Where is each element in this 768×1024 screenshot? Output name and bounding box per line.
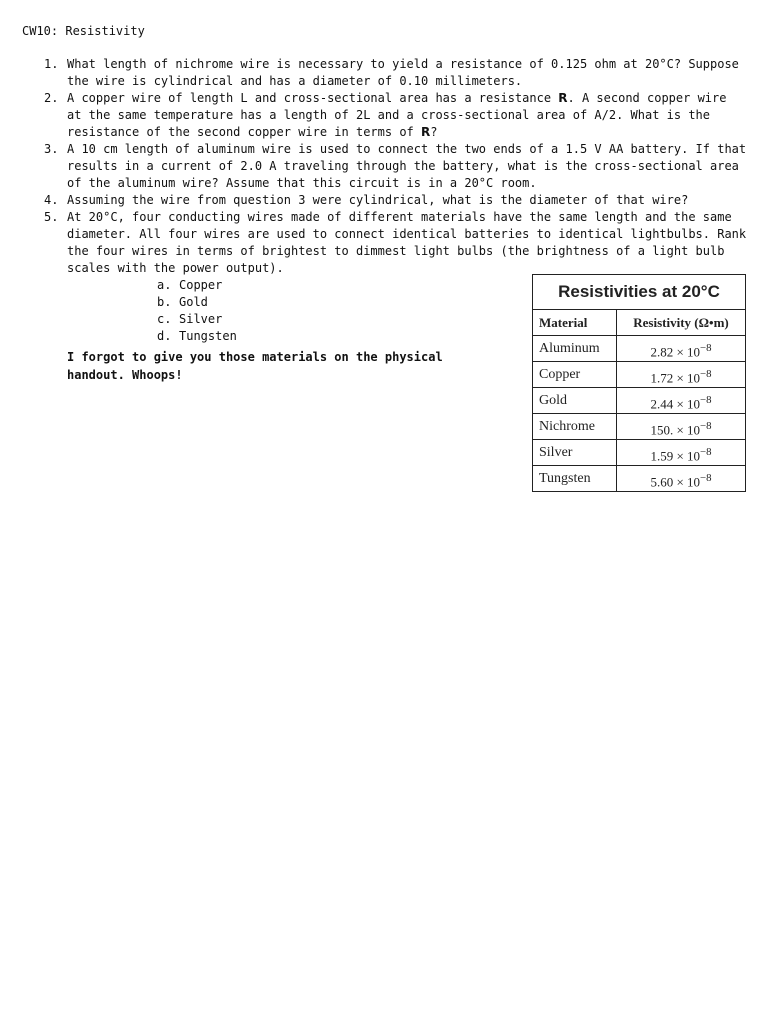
question-item <box>0 56 748 90</box>
resistivity-exponent: −8 <box>700 446 712 458</box>
resistivity-value: 2.82 × 10 <box>650 344 701 360</box>
table-row <box>533 336 745 362</box>
sub-option-text: Gold <box>179 295 208 309</box>
table-row <box>533 414 745 440</box>
resistivity-exponent: −8 <box>700 368 712 380</box>
sub-option-letter: c. <box>157 312 172 326</box>
resistivity-value: 150. × 10 <box>650 422 701 438</box>
resistivity-cell <box>617 336 745 361</box>
material-cell: Silver <box>533 440 617 465</box>
resistivity-value: 5.60 × 10 <box>650 474 701 490</box>
table-title: Resistivities at 20°C <box>533 275 745 310</box>
resistivity-value: 1.59 × 10 <box>650 448 701 464</box>
resistivity-exponent: −8 <box>700 342 712 354</box>
resistivity-cell <box>617 440 745 465</box>
resistivity-value: 2.44 × 10 <box>650 396 701 412</box>
sub-option-letter: b. <box>157 295 172 309</box>
page-title: CW10: Resistivity <box>22 24 145 38</box>
sub-option-text: Tungsten <box>179 329 237 343</box>
question-number: 5. <box>44 210 59 224</box>
question-text-post: ? <box>430 125 438 139</box>
material-cell: Tungsten <box>533 466 617 491</box>
question-text-pre: A copper wire of length L and cross-sectional area has a resistance <box>67 91 559 105</box>
material-cell: Copper <box>533 362 617 387</box>
table-row <box>533 388 745 414</box>
resistivity-cell <box>617 362 745 387</box>
question-number: 1. <box>44 57 59 71</box>
question-text: What length of nichrome wire is necessary to yield a resistance of 0.125 ohm at 20°C? Suppose the wire is cylindrical and has a diameter of 0.10 millimeters. <box>67 57 739 88</box>
question-text: At 20°C, four conducting wires made of different materials have the same length and the same diameter. All four wires are used to connect identical batteries to identical lightbulbs. Rank the four wires in terms of brightest to dimmest light bulbs (the brightness of a light bulb scales with the power output). <box>67 210 747 275</box>
question-item <box>0 141 748 192</box>
resistivity-cell <box>617 466 745 491</box>
table-row <box>533 362 745 388</box>
handout-note: I forgot to give you those materials on the physical handout. Whoops! <box>67 350 443 382</box>
sub-option-text: Copper <box>179 278 223 292</box>
material-cell: Aluminum <box>533 336 617 361</box>
resistivity-exponent: −8 <box>700 394 712 406</box>
resistivity-exponent: −8 <box>700 420 712 432</box>
table-row <box>533 466 745 491</box>
sub-option-letter: d. <box>157 329 172 343</box>
resistivity-value: 1.72 × 10 <box>650 370 701 386</box>
question-text: Assuming the wire from question 3 were cylindrical, what is the diameter of that wire? <box>67 193 689 207</box>
column-header-material: Material <box>533 310 617 335</box>
material-cell: Nichrome <box>533 414 617 439</box>
question-number: 3. <box>44 142 59 156</box>
bold-symbol: R <box>421 125 431 139</box>
question-number: 2. <box>44 91 59 105</box>
table-header-row <box>533 310 745 336</box>
sub-option-text: Silver <box>179 312 223 326</box>
bold-symbol: R <box>558 91 568 105</box>
table-row <box>533 440 745 466</box>
resistivity-cell <box>617 414 745 439</box>
resistivity-cell <box>617 388 745 413</box>
question-item <box>0 90 748 141</box>
sub-option-letter: a. <box>157 278 172 292</box>
question-text: A 10 cm length of aluminum wire is used to connect the two ends of a 1.5 V AA battery. If that results in a current of 2.0 A traveling through the battery, what is the cross-sectional area of the aluminum wire? Assume that this circuit is in a 20°C room. <box>67 142 747 190</box>
question-text-mid: . A second copper wire at the same temperature has a length of 2L and a cross-sectional area of A/2. What is the resistance of the second copper wire in terms of <box>67 91 727 139</box>
resistivity-exponent: −8 <box>700 472 712 484</box>
resistivity-table <box>532 274 746 492</box>
material-cell: Gold <box>533 388 617 413</box>
column-header-resistivity: Resistivity (Ω•m) <box>633 315 729 330</box>
question-number: 4. <box>44 193 59 207</box>
question-item <box>0 192 748 209</box>
